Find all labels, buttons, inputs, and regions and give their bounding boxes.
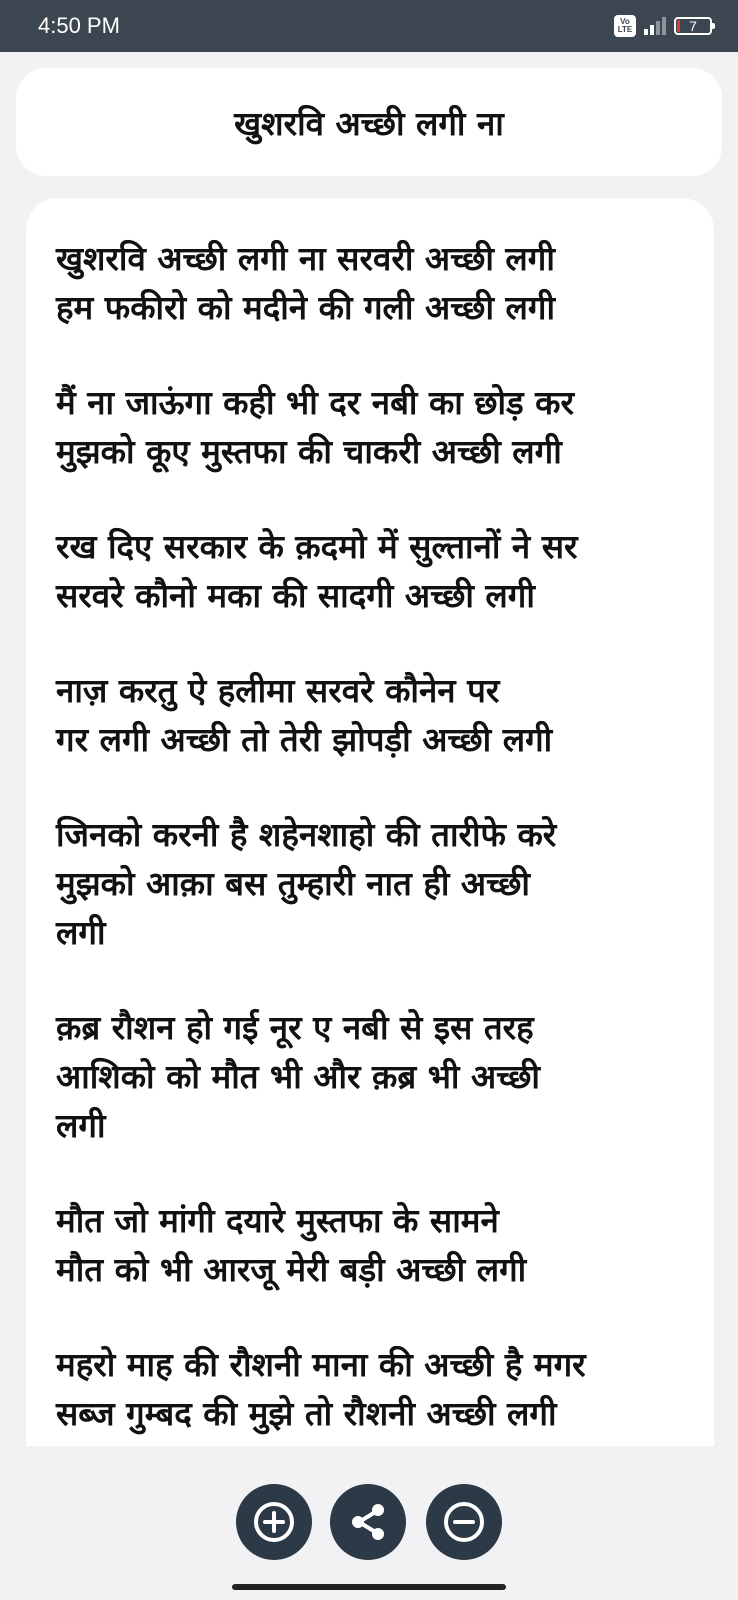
lyrics-line: खुशरवि अच्छी लगी ना सरवरी अच्छी लगी	[56, 239, 555, 278]
lyrics-line: लगी	[56, 913, 106, 952]
lyrics-stanza	[56, 1196, 690, 1294]
lyrics-line: आशिको को मौत भी और क़ब्र भी अच्छी	[56, 1057, 540, 1096]
lyrics-line: मुझको आक़ा बस तुम्हारी नात ही अच्छी	[56, 864, 530, 903]
lyrics-line: हम फकीरो को मदीने की गली अच्छी लगी	[56, 288, 555, 327]
zoom-out-button[interactable]	[426, 1484, 502, 1560]
lyrics-stanza	[56, 666, 690, 764]
lyrics-line: महरो माह की रौशनी माना की अच्छी है मगर	[56, 1345, 586, 1384]
page-title: खुशरवि अच्छी लगी ना	[234, 103, 504, 143]
zoom-in-button[interactable]	[236, 1484, 312, 1560]
status-indicators	[614, 15, 712, 37]
share-button[interactable]	[330, 1484, 406, 1560]
lyrics-stanza	[56, 1003, 690, 1150]
lyrics-line: रख दिए सरकार के क़दमो में सुल्तानों ने सर	[56, 527, 578, 566]
lyrics-stanza	[56, 1340, 690, 1438]
lyrics-stanza	[56, 810, 690, 957]
lyrics-stanza	[56, 234, 690, 332]
minus-circle-icon	[440, 1498, 488, 1546]
lyrics-line: गर लगी अच्छी तो तेरी झोपड़ी अच्छी लगी	[56, 720, 553, 759]
status-time: 4:50 PM	[38, 13, 120, 38]
battery-level: 7	[689, 18, 697, 34]
lyrics-line: क़ब्र रौशन हो गई नूर ए नबी से इस तरह	[56, 1008, 534, 1047]
lyrics-line: सरवरे कौनो मका की सादगी अच्छी लगी	[56, 576, 535, 615]
lyrics-line: सब्ज गुम्बद की मुझे तो रौशनी अच्छी लगी	[56, 1394, 557, 1433]
share-icon	[344, 1498, 392, 1546]
lyrics-list	[56, 234, 690, 1438]
volte-icon	[614, 15, 636, 37]
lyrics-line: मैं ना जाऊंगा कही भी दर नबी का छोड़ कर	[56, 383, 575, 422]
home-indicator[interactable]	[232, 1584, 506, 1590]
title-card	[16, 68, 722, 176]
lyrics-line: नाज़ करतु ऐ हलीमा सरवरे कौनेन पर	[56, 671, 500, 710]
lyrics-line: मौत जो मांगी दयारे मुस्तफा के सामने	[56, 1201, 499, 1240]
lyrics-line: मौत को भी आरजू मेरी बड़ी अच्छी लगी	[56, 1250, 527, 1289]
volte-label-bottom: LTE	[617, 25, 633, 34]
volte-label-top: Vo	[620, 17, 630, 26]
plus-circle-icon	[250, 1498, 298, 1546]
signal-icon	[644, 17, 666, 35]
status-bar	[0, 0, 738, 52]
lyrics-card[interactable]	[26, 198, 714, 1446]
lyrics-stanza	[56, 378, 690, 476]
lyrics-line: मुझको कूए मुस्तफा की चाकरी अच्छी लगी	[56, 432, 562, 471]
lyrics-line: लगी	[56, 1106, 106, 1145]
lyrics-stanza	[56, 522, 690, 620]
battery-icon	[674, 17, 712, 35]
lyrics-line: जिनको करनी है शहेनशाहो की तारीफे करे	[56, 815, 557, 854]
